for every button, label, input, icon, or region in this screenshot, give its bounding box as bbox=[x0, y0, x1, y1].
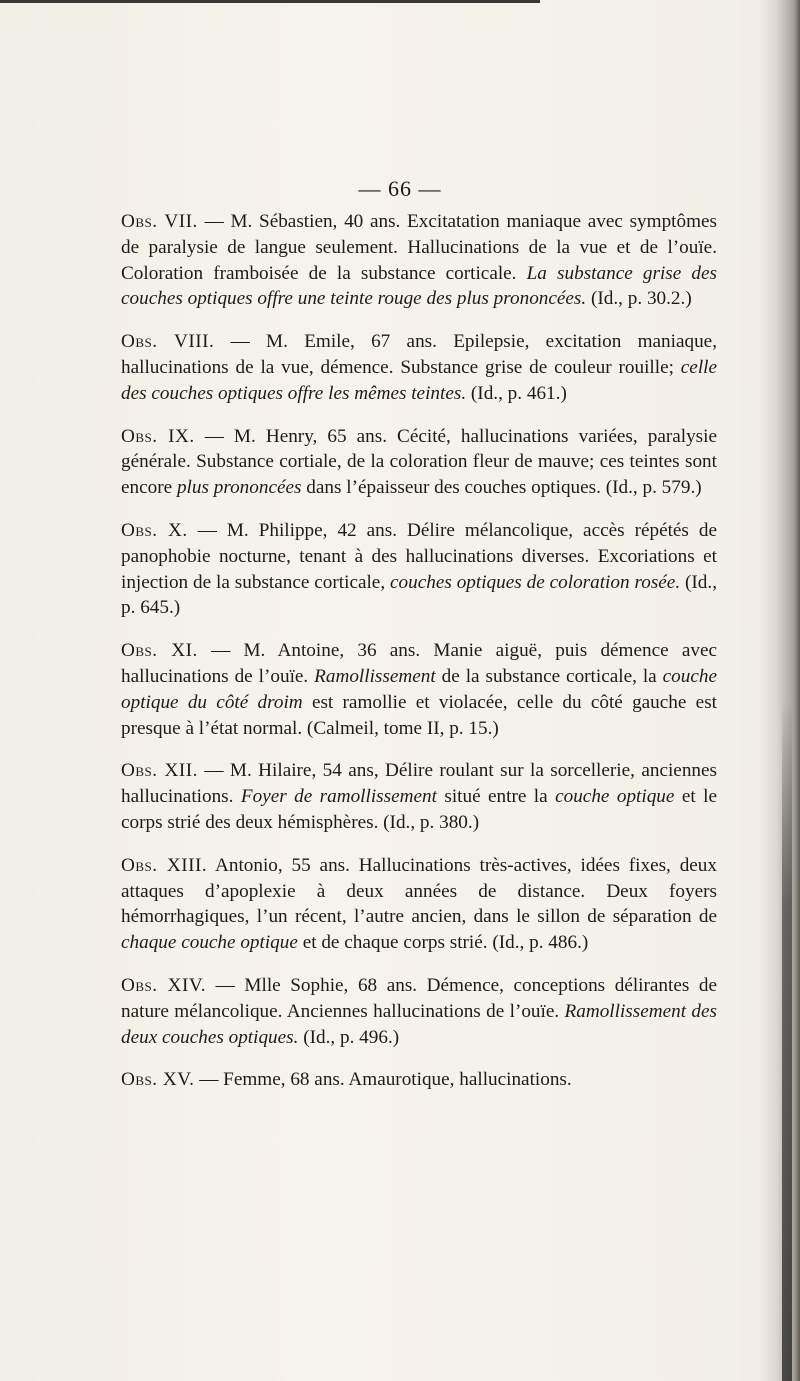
body-text: (Id., p. 461.) bbox=[466, 382, 567, 404]
italic-text: La substance grise des couches optiques offre une teinte rouge des plus prononcées. bbox=[121, 262, 717, 310]
italic-text: chaque couche optique bbox=[121, 932, 298, 954]
body-text: Antonio, 55 ans. Hallucinations très-actives, idées fixes, deux attaques d’apoplexie à deux années de distance. Deux foyers hémorrhagiques, l’un récent, l’autre ancien, dans le sillon de séparation de bbox=[121, 854, 717, 928]
text-body bbox=[121, 209, 717, 1110]
observation-paragraph bbox=[121, 1067, 717, 1093]
body-text: — Femme, 68 ans. Amaurotique, hallucinations. bbox=[194, 1069, 572, 1091]
body-text: et le corps strié des deux hémisphères. (Id., p. 380.) bbox=[121, 786, 717, 833]
italic-text: plus prononcées bbox=[176, 477, 302, 499]
italic-text: celle des couches optiques offre les mêmes teintes. bbox=[121, 356, 717, 404]
observation-label: Obs. XIV. bbox=[121, 974, 207, 996]
observation-label: Obs. IX. bbox=[121, 425, 195, 447]
observation-paragraph bbox=[121, 638, 717, 741]
body-text: — M. Philippe, 42 ans. Délire mélancolique, accès répétés de panophobie nocturne, tenant à des hallucinations diverses. Excoriations et injection de la substance corticale, bbox=[121, 519, 717, 593]
body-text: (Id., p. 645.) bbox=[121, 571, 717, 619]
observation-paragraph bbox=[121, 758, 717, 835]
top-rule bbox=[0, 0, 540, 3]
binding-edge bbox=[782, 700, 792, 1381]
page-edge-shadow bbox=[760, 0, 800, 1381]
body-text: et de chaque corps strié. (Id., p. 486.) bbox=[297, 932, 589, 954]
body-text: — M. Henry, 65 ans. Cécité, hallucinations variées, paralysie générale. Substance cortiale, de la coloration fleur de mauve; ces teintes sont encore bbox=[121, 425, 717, 499]
observation-paragraph bbox=[121, 329, 717, 406]
observation-paragraph bbox=[121, 424, 717, 501]
observation-paragraph bbox=[121, 853, 717, 956]
body-text: — Mlle Sophie, 68 ans. Démence, conceptions délirantes de nature mélancolique. Anciennes hallucinations de l’ouïe. bbox=[121, 974, 718, 1022]
body-text: situé entre la bbox=[436, 786, 556, 808]
italic-text: Ramollissement des deux couches optiques. bbox=[121, 1000, 717, 1048]
body-text: — M. Emile, 67 ans. Epilepsie, excitation maniaque, hallucinations de la vue, démence. Substance grise de couleur rouille; bbox=[121, 331, 717, 378]
body-text: de la substance corticale, la bbox=[435, 665, 663, 687]
observation-label: Obs. XII. bbox=[121, 760, 198, 782]
body-text: — M. Antoine, 36 ans. Manie aiguë, puis démence avec hallucinations de l’ouïe. bbox=[121, 640, 717, 687]
observation-paragraph bbox=[121, 518, 717, 621]
italic-text: couche optique bbox=[555, 786, 675, 808]
observation-paragraph bbox=[121, 973, 717, 1050]
body-text: (Id., p. 496.) bbox=[298, 1026, 400, 1048]
observation-label: Obs. XIII. bbox=[121, 854, 208, 876]
observation-paragraph bbox=[121, 209, 717, 312]
body-text: (Id., p. 30.2.) bbox=[586, 288, 692, 310]
observation-label: Obs. XI. bbox=[121, 640, 198, 662]
body-text: est ramollie et violacée, celle du côté gauche est presque à l’état normal. (Calmeil, tome II, p. 15.) bbox=[121, 691, 717, 739]
italic-text: couche optique du côté droiт bbox=[121, 665, 717, 713]
observation-label: Obs. X. bbox=[121, 519, 188, 541]
body-text: — M. Hilaire, 54 ans, Délire roulant sur la sorcellerie, anciennes hallucinations. bbox=[121, 760, 717, 808]
observation-label: Obs. VIII. bbox=[121, 331, 215, 353]
observation-label: Obs. XV. bbox=[121, 1069, 195, 1091]
observation-label: Obs. VII. bbox=[121, 211, 198, 232]
italic-text: Ramollissement bbox=[314, 665, 436, 687]
page-number: — 66 — bbox=[358, 176, 442, 201]
italic-text: Foyer de ramollissement bbox=[240, 786, 437, 808]
body-text: dans l’épaisseur des couches optiques. (Id., p. 579.) bbox=[301, 477, 702, 499]
italic-text: couches optiques de coloration rosée. bbox=[390, 571, 681, 593]
body-text: — M. Sébastien, 40 ans. Excitatation maniaque avec symptômes de paralysie de langue seulement. Hallucinations de la vue et de l’ouïe. Coloration framboisée de la substance corticale. bbox=[121, 211, 718, 284]
